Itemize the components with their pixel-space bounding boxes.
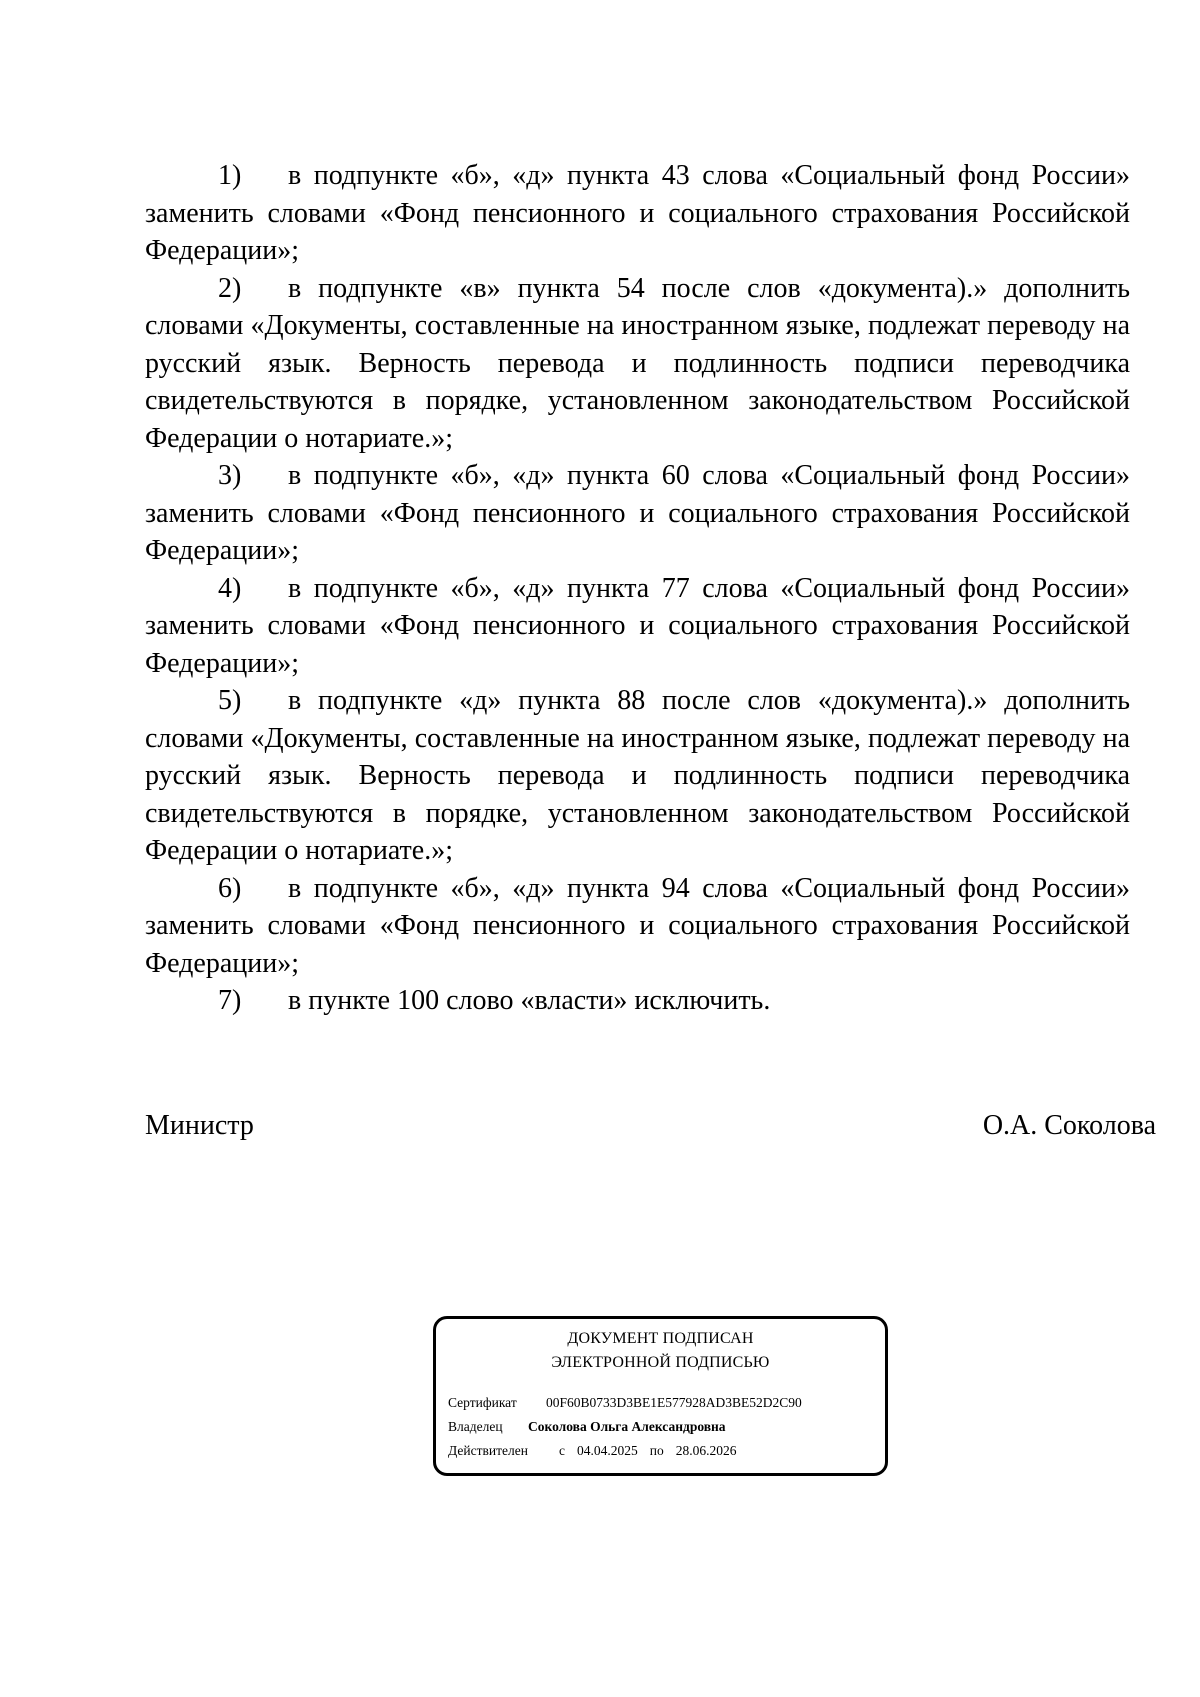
stamp-title-line2: ЭЛЕКТРОННОЙ ПОДПИСЬЮ [551, 1354, 770, 1371]
stamp-owner-row [448, 1415, 885, 1439]
item-text: в пункте 100 слово «власти» исключить. [288, 985, 771, 1016]
item-text: в подпункте «б», «д» пункта 43 слова «Социальный фонд России» заменить словами «Фонд пенсионного и социального страхования Российской Федерации»; [145, 160, 1130, 266]
amendment-item-3 [145, 457, 1130, 570]
signatory-title: Министр [145, 1110, 254, 1141]
signature-block [145, 1107, 1156, 1145]
signatory-name: О.А. Соколова [982, 1110, 1156, 1141]
validity-from-date: 04.04.2025 [577, 1443, 638, 1458]
amendment-item-7 [145, 982, 1130, 1020]
item-number: 3) [218, 460, 242, 491]
stamp-title-line1: ДОКУМЕНТ ПОДПИСАН [567, 1330, 754, 1347]
validity-to-date: 28.06.2026 [675, 1443, 737, 1458]
stamp-details [448, 1391, 885, 1463]
item-text: в подпункте «б», «д» пункта 77 слова «Социальный фонд России» заменить словами «Фонд пенсионного и социального страхования Российской Федерации»; [145, 572, 1130, 679]
stamp-certificate-row [448, 1391, 885, 1415]
item-number: 6) [218, 872, 242, 904]
item-number: 4) [218, 572, 242, 604]
item-number: 7) [218, 985, 242, 1016]
electronic-signature-stamp [433, 1316, 888, 1476]
amendment-item-6 [145, 870, 1130, 983]
validity-to-word: по [649, 1443, 664, 1458]
item-number: 1) [218, 160, 242, 191]
stamp-title [436, 1327, 885, 1375]
amendment-item-5 [145, 682, 1130, 870]
amendments-list [145, 157, 1130, 1020]
item-text: в подпункте «в» пункта 54 после слов «документа).» дополнить словами «Документы, составленные на иностранном языке, подлежат переводу на русский язык. Верность перевода и подлинность подписи переводчика свидетельствуются в порядке, установленном законодательством Российской Федерации о нотариате.»; [145, 272, 1130, 454]
item-number: 5) [218, 685, 242, 716]
stamp-validity-row [448, 1439, 885, 1463]
certificate-label: Сертификат [448, 1395, 517, 1410]
item-text: в подпункте «б», «д» пункта 94 слова «Социальный фонд России» заменить словами «Фонд пенсионного и социального страхования Российской Федерации»; [145, 872, 1130, 979]
amendment-item-1 [145, 157, 1130, 270]
validity-from-word: с [559, 1443, 565, 1458]
item-number: 2) [218, 272, 242, 304]
owner-value: Соколова Ольга Александровна [528, 1419, 726, 1434]
owner-label: Владелец [448, 1419, 503, 1434]
validity-label: Действителен [448, 1443, 528, 1458]
item-text: в подпункте «д» пункта 88 после слов «документа).» дополнить словами «Документы, составленные на иностранном языке, подлежат переводу на русский язык. Верность перевода и подлинность подписи переводчика свидетельствуются в порядке, установленном законодательством Российской Федерации о нотариате.»; [145, 685, 1130, 866]
amendment-item-2 [145, 270, 1130, 458]
item-text: в подпункте «б», «д» пункта 60 слова «Социальный фонд России» заменить словами «Фонд пенсионного и социального страхования Российской Федерации»; [145, 460, 1130, 566]
certificate-value: 00F60B0733D3BE1E577928AD3BE52D2C90 [546, 1395, 802, 1410]
amendment-item-4 [145, 570, 1130, 683]
